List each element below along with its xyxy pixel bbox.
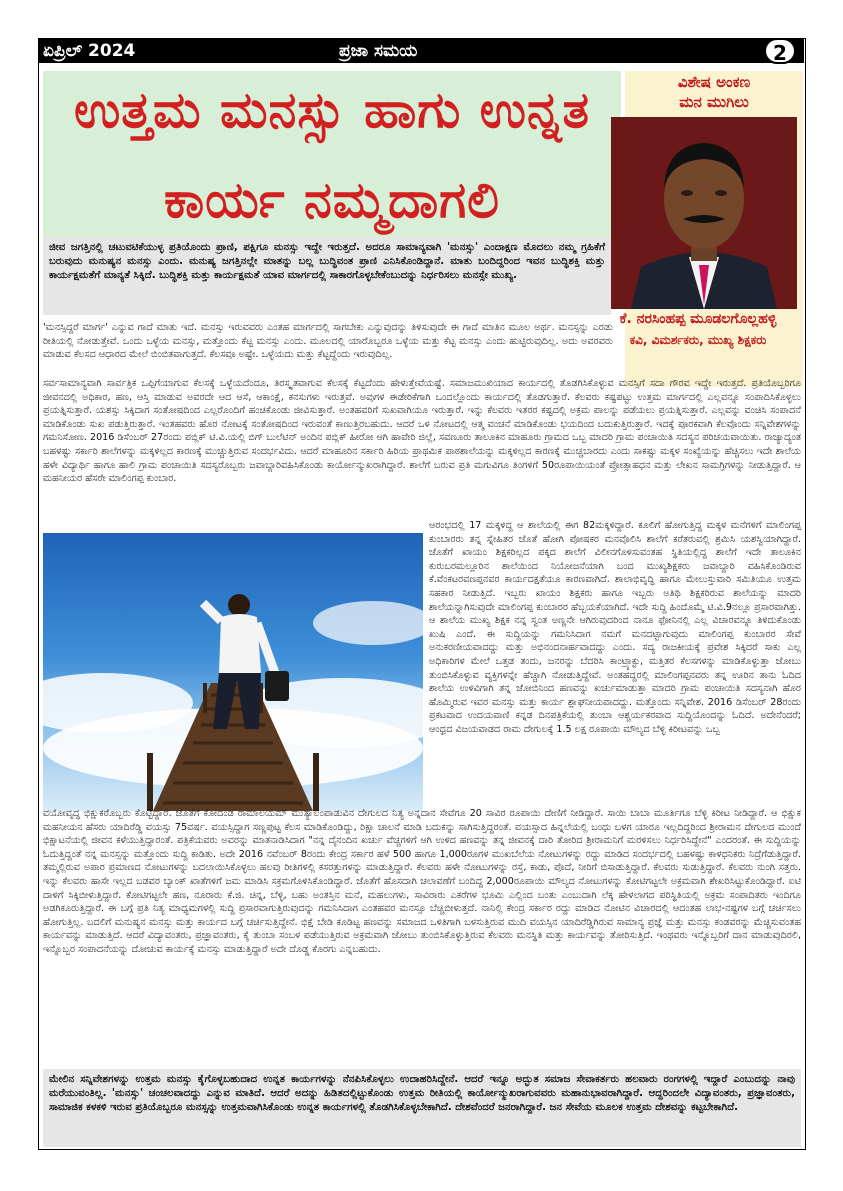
- author-photo: [611, 117, 797, 309]
- headline-box: [43, 71, 621, 263]
- man-walking-to-clouds-image: [43, 533, 423, 811]
- intro-box: ಜೀವ ಜಗತ್ತಿನಲ್ಲಿ ಚಟುವಟಿಕೆಯುಳ್ಳ ಪ್ರತಿಯೊಂದು ಪ್ರಾಣಿ, ಪಕ್ಷಿಗೂ ಮನಸ್ಸು ಇದ್ದೇ ಇರುತ್ತದೆ. ಅದರೂ ಸಾಮಾನ್ಯವಾಗಿ 'ಮನಸ್ಸು' ಎಂದಾಕ್ಷಣ ಮೊದಲು ನಮ್ಮ ಗ್ರಹಿಕೆಗೆ ಬರುವುದು ಮನುಷ್ಯನ ಮನಸ್ಸು ಎಂದು. ಮನುಷ್ಯ ಜಗತ್ತಿನಲ್ಲೇ ಮಾತನ್ನು ಬಲ್ಲ ಬುದ್ಧಿವಂತ ಪ್ರಾಣಿ ಎನಿಸಿಕೊಂಡಿದ್ದಾನೆ. ಮಾತು ಬಂದಿದ್ದರಿಂದ ಇವನ ಬುದ್ಧಿಶಕ್ತಿ ಮತ್ತು ಕಾರ್ಯಕ್ಷಮತೆಗೆ ಮಾನ್ಯತೆ ಸಿಕ್ಕಿದೆ. ಬುದ್ಧಿಶಕ್ತಿ ಮತ್ತು ಕಾರ್ಯಕ್ಷಮತೆ ಯಾವ ಮಾರ್ಗದಲ್ಲಿ ಸಾಕಾರಗೊಳ್ಳಬೇಕೆಂಬುದನ್ನು ನಿರ್ಧರಿಸಲು ಮನಸ್ಸೇ ಮುಖ್ಯ.: [43, 237, 611, 315]
- headline-line-2: ಕಾರ್ಯ ನಮ್ಮದಾಗಲಿ: [163, 171, 500, 229]
- author-name: ಕೆ. ನರಸಿಂಹಪ್ಪ ಮೂಡಲಗೊಲ್ಲಹಳ್ಳಿ: [619, 311, 777, 327]
- page-header: [39, 39, 804, 63]
- issue-date: ಏಪ್ರಿಲ್ 2024: [43, 41, 136, 61]
- special-column-title: ವಿಶೇಷ ಅಂಕಣ: [677, 73, 751, 91]
- author-role: ಕವಿ, ವಿಮರ್ಶಕರು, ಮುಖ್ಯ ಶಿಕ್ಷಕರು: [629, 333, 767, 347]
- author-portrait-image: [611, 117, 797, 309]
- newspaper-page: [38, 38, 806, 1150]
- article-illustration: [43, 533, 423, 811]
- special-column-subtitle: ಮನ ಮುಗಿಲು: [679, 93, 749, 111]
- article-paragraph-3: ವಯೋವೃದ್ಧ ಭಿಕ್ಷುಕರೊಬ್ಬರು ಕೊಟ್ಟಿದ್ದಾರೆ. ಜೊತೆಗೆ ಕೋದಂಡ ರಾಮಾಲಯಮ್ ಮುತ್ಯಾಲಂಪಾಡುವಿನ ದೇಗುಲದ ನಿತ್ಯ ಅನ್ನದಾನ ಸೇವೆಗೂ 20 ಸಾವಿರ ರೂಪಾಯಿ ದೇಣಿಗೆ ನೀಡಿದ್ದಾರೆ. ಸಾಯಿ ಬಾಬಾ ಮೂರ್ತಿಗೂ ಬೆಳ್ಳಿ ಕಿರೀಟ ನೀಡಿದ್ದಾರೆ. ಆ ಭಿಕ್ಷುಕ ಮಹನೀಯನ ಹೆಸರು ಯಾದಿರೆಡ್ಡಿ ವಯಸ್ಸು 75ವರ್ಷ. ವಯಸ್ಸಿದ್ದಾಗ ಸಣ್ಣಪುಟ್ಟ ಕೆಲಸ ಮಾಡಿಕೊಂಡಿದ್ದು, ರಿಕ್ಷಾ ಚಾಲನೆ ಮಾಡಿ ಬದುಕನ್ನು ಸಾಗಿಸುತ್ತಿದ್ದರಂತೆ. ವಯಸ್ಸಾದ ಹಿನ್ನಲೆಯಲ್ಲಿ ಬಂಧು ಬಳಗ ಯಾರೂ ಇಲ್ಲದಿದ್ದರಿಂದ ಶ್ರೀರಾಮನ ದೇಗುಲದ ಮುಂದೆ ಭಿಕ್ಷಾಟನೆಯಲ್ಲಿ ಜೀವನ ಕಳೆಯುತ್ತಿದ್ದಾರಂತೆ. ಪತ್ರಿಕೆಯವರು ಅವರನ್ನು ಮಾತನಾಡಿಸಿದಾಗ "ನನ್ನ ದೈನಂದಿನ ಖರ್ಚು ವೆಚ್ಚಗಳಿಗೆ ಆಗಿ ಉಳಿದ ಹಣವನ್ನು ತನ್ನ ಜೀವನಕ್ಕೆ ದಾರಿ ತೋರಿದ ಶ್ರೀರಾಮನಿಗೆ ಮರಳಿಸಲು ನಿರ್ಧರಿಸಿದ್ದೇನೆ" ಎಂದರಂತೆ. ಈ ಸುದ್ದಿಯನ್ನು ಓದುತ್ತಿದ್ದಂತೆ ನನ್ನ ಮನಸ್ಸನ್ನು ಮತ್ತೊಂದು ಸುದ್ದಿ ಕಾಡಿತು. ಅದೇ 2016 ನವೆಂಬರ್ 8ರಂದು ಕೇಂದ್ರ ಸರ್ಕಾರ ಹಳೆ 500 ಹಾಗೂ 1,000ರೂಗಳ ಮುಖಬೆಲೆಯ ನೋಟುಗಳನ್ನು ರದ್ದು ಮಾಡಿದ ಸಂದರ್ಭದಲ್ಲಿ ಬಹಳಷ್ಟು ಕಾಳಧನಿಕರು ನಿದ್ರೆಗೆಡುತ್ತಿದ್ದಾರೆ. ತಮ್ಮಲ್ಲಿರುವ ಅಪಾರ ಪ್ರಮಾಣದ ನೋಟುಗಳನ್ನು ಬದಲಾಯಿಸಿಕೊಳ್ಳಲು ಹಲವು ರೀತಿಗಳಲ್ಲಿ ಕಸರತ್ತುಗಳನ್ನು ಮಾಡುತ್ತಿದ್ದಾರೆ. ಕೆಲವರು ಹಳೇ ನೋಟುಗಳನ್ನು ರಸ್ತೆ, ಕಾಡು, ಪೊದೆ, ನೀರಿಗೆ ಬಿಸಾಡುತ್ತಿದ್ದಾರೆ. ಕೆಲವರು ಸುಡುತ್ತಿದ್ದಾರೆ. ಕೆಲವರು ನುಂಗಿ ಸತ್ತರು. ಇನ್ನು ಕೆಲವರು ಹಾಸೇ ಇಲ್ಲದ ಬಡವರ ಬ್ಯಾಂಕ್ ಖಾತೆಗಳಿಗೆ ಜಮ ಮಾಡಿಸಿ ಸಕ್ರಮಗೊಳಿಸಿಕೊಂಡಿದ್ದಾರೆ. ಜೊತೆಗೆ ಹೊಸದಾಗಿ ಚಲಾವಣೆಗೆ ಬಂದಿದ್ದ 2,000ರೂಪಾಯಿ ಮೌಲ್ಯದ ನೋಟುಗಳನ್ನು ಕೋಟಿಗಟ್ಟಲೇ ಅಕ್ರಮವಾಗಿ ಶೇಖರಿಸಿಟ್ಟುಕೊಂಡಿದ್ದಾರೆ. ಐಟಿ ದಾಳಿಗೆ ಸಿಕ್ಕಿಬೀಳುತ್ತಿದ್ದಾರೆ. ಕೋಟಿಗಟ್ಟಲೇ ಹಣ, ನೂರಾರು ಕೆ.ಜಿ. ಚಿನ್ನ, ಬೆಳ್ಳಿ, ಬಹು ಅಂತಸ್ತಿನ ಮನೆ, ಮಹಲುಗಳು, ಸಾವಿರಾರು ಎಕರೆಗಳ ಭೂಮಿ ಎಲ್ಲಿಂದ ಬಂತು ಎಂಬುದಾಗಿ ಲೆಕ್ಕ ಹೇಳಲಾಗದ ಪರಿಸ್ಥಿತಿಯಲ್ಲಿ ಅಕ್ರಮ ಸಂಪಾದಿತರು ಇಂದಿಗೂ ಅಡಗಿಕೂರುತ್ತಿದ್ದಾರೆ. ಈ ಬಗ್ಗೆ ಪ್ರತಿ ನಿತ್ಯ ಮಾಧ್ಯಮಗಳಲ್ಲಿ ಸುದ್ದಿ ಪ್ರಸಾರವಾಗುತ್ತಿರುವುದನ್ನು ಗಮನಿಸಿದಾಗ ಎಂತಹವರ ಮನಸ್ಸೂ ಬೆಚ್ಚಿಬೀಳುತ್ತದೆ. ನಾನಿಲ್ಲಿ ಕೇಂದ್ರ ಸರ್ಕಾರ ರದ್ದು ಮಾಡಿದ ನೋಟಿನ ವಿಚಾರದಲ್ಲಿ ಆದಂತಹ ಲಾಭ-ನಷ್ಟಗಳ ಬಗ್ಗೆ ಚರ್ಚಿಸಲು ಹೋಗುತ್ತಿಲ್ಲ. ಬದಲಿಗೆ ಮನುಷ್ಯನ ಮನಸ್ಸು ಮತ್ತು ಕಾರ್ಯದ ಬಗ್ಗೆ ಚರ್ಚಿಸುತ್ತಿದ್ದೇನೆ. ಭಿಕ್ಷೆ ಬೇಡಿ ಕೂಡಿಟ್ಟ ಹಣವನ್ನು ಸಮಾಜದ ಒಳಿತಿಗಾಗಿ ಬಳಸುತ್ತಿರುವ ಮುದಿ ವಯಸ್ಸಿನ ಯಾದಿರೆಡ್ಡಿಗಿರುವ ಸಾಮಾನ್ಯ ಪ್ರಜ್ಞೆ ಮತ್ತು ಮನಸ್ಸು ಕಂಡವರನ್ನು ಮೆಚ್ಚಿಸುವಂತಹ ಕಾರ್ಯವನ್ನು ಮಾಡುತ್ತಿದೆ. ಆದರೆ ವಿದ್ಯಾವಂತರು, ಪ್ರಜ್ಞಾವಂತರು, ಕೈ ತುಂಬಾ ಸಂಬಳ ಪಡೆಯುತ್ತಿರುವ ಅಕ್ರಮವಾಗಿ ಜೋಬು ತುಂಬಿಸಿಕೊಳ್ಳುತ್ತಿರುವ ಕೆಲವರು ಮನಸ್ಥಿತಿ ಮತ್ತು ಕಾರ್ಯವನ್ನು ತೋರಿಸುತ್ತಿದೆ. ಇಂಥವರು ಇನ್ನೊಬ್ಬರಿಗೆ ದಾನ ಮಾಡುವುದಿರಲಿ, ಇನ್ನೊಬ್ಬರ ಸಂಪಾದನೆಯನ್ನು ದೋಚುವ ಕಾರ್ಯಕ್ಕೆ ಮನಸ್ಸು ಮಾಡುತ್ತಿದ್ದಾರೆ ಅದೇ ದೊಡ್ಡ ಕೊರಗು ಎನ್ನಬಹುದು.: [43, 808, 801, 955]
- article-paragraph-1b: ಸರ್ವಸಾಮಾನ್ಯವಾಗಿ ಸಾರ್ವತ್ರಿಕ ಒಪ್ಪಿಗೆಯಾಗುವ ಕೆಲಸಕ್ಕೆ ಒಳ್ಳೆಯದೆಂದೂ, ತಿರಸ್ಕೃತವಾಗುವ ಕೆಲಸಕ್ಕೆ ಕೆಟ್ಟದೆಂದು ಹೇಳುತ್ತೇವೆಯಷ್ಟೆ. ಸಮಾಜಮುಖಿಯಾದ ಕಾರ್ಯದಲ್ಲಿ ತೊಡಗಿಸಿಕೊಳ್ಳುವ ಮನಸ್ಸಿಗೆ ಸದಾ ಗೌರವ ಇದ್ದೇ ಇರುತ್ತದೆ. ಪ್ರತಿಯೊಬ್ಬರಿಗೂ ಜೀವನದಲ್ಲಿ ಅಧಿಕಾರ, ಹಣ, ಆಸ್ತಿ ಮಾಡುವ ಅವರದೇ ಆದ ಆಸೆ, ಆಕಾಂಕ್ಷೆ, ಕನಸುಗಳು ಇರುತ್ತವೆ. ಅವುಗಳ ಈಡೇರಿಕೆಗಾಗಿ ಒಂದಲ್ಲೊಂದು ಕಾರ್ಯದಲ್ಲಿ ತೊಡಗುತ್ತಾರೆ. ಕೆಲವರು ಕಷ್ಟಪಟ್ಟು ಉತ್ತಮ ಮಾರ್ಗದಲ್ಲಿ ಎಲ್ಲವನ್ನೂ ಸಂಪಾದಿಸಿಕೊಳ್ಳಲು ಪ್ರಯತ್ನಿಸುತ್ತಾರೆ. ಯಶಸ್ಸು ಸಿಕ್ಕಿದಾಗ ಸಂತೋಷದಿಂದ ಎಲ್ಲರೊಂದಿಗೆ ಹಂಚಿಕೊಂಡು ಜೀವಿಸುತ್ತಾರೆ. ಅಂತಹವರಿಗೆ ಸುಖವಾಗಿಯೂ ಇರುತ್ತಾರೆ. ಇನ್ನು ಕೆಲವರು ಇತರರ ಕಷ್ಟದಲ್ಲಿ ಅಕ್ರಮ ಪಾಲನ್ನು ಪಡೆಯಲು ಪ್ರಯತ್ನಿಸುತ್ತಾರೆ. ಎಲ್ಲವನ್ನು ವಂಚಿಸಿ ಸಂಪಾದನೆ ಮಾಡಿಕೊಂಡು ಸುಖ ಪಡುತ್ತಿರುತ್ತಾರೆ. ಇಂತಹವರು ಹೊರ ನೋಟಕ್ಕೆ ಸಂತೋಷದಿಂದ ಇರುವಂತೆ ಕಾಣುತ್ತಿರಬಹುದು. ಆದರೆ ಒಳ ನೋಟದಲ್ಲಿ ಆತ್ಮ ವಂಚನೆ ಮಾಡಿಕೊಂಡು ಭಯದಿಂದ ಬದುಕುತ್ತಿರುತ್ತಾರೆ. ಇದಕ್ಕೆ ಪೂರಕವಾಗಿ ಕೆಲವೊಂದು ಸನ್ನಿವೇಶಗಳನ್ನು ಗಮನಿಸೋಣ. 2016 ಡಿಸೆಂಬರ್ 27ರಂದು ಪಬ್ಲಿಕ್ ಟಿ.ವಿ.ಯಲ್ಲಿ ಬಿಗ್ ಬುಲೆಟಿನ್ ಅಂದಿನ ಪಬ್ಲಿಕ್ ಹೀರೋ ಆಗಿ ಹಾವೇರಿ ಜಿಲ್ಲೆ, ಸವಣೂರು ತಾಲೂಕಿನ ಮಾಹೂರು ಗ್ರಾಮದ ಒಬ್ಬ ಮಾದರಿ ಗ್ರಾಮ ಪಂಚಾಯಿತಿ ಸದಸ್ಯನ ಪರಿಚಯವಾಯಿತು. ರಾಜ್ಯಾದ್ಯಂತ ಬಹಳಷ್ಟು ಸರ್ಕಾರಿ ಶಾಲೆಗಳನ್ನು ಮಕ್ಕಳಿಲ್ಲದ ಕಾರಣಕ್ಕೆ ಮುಚ್ಚುತ್ತಿರುವ ಸಂದರ್ಭವಿದು. ಆದರೆ ಮಾಹೂರಿನ ಸರ್ಕಾರಿ ಹಿರಿಯ ಪ್ರಾಥಮಿಕ ಪಾಠಶಾಲೆಯನ್ನು ಮಕ್ಕಳಿಲ್ಲದ ಕಾರಣಕ್ಕೆ ಮುಚ್ಚಬಾರದು ಎಂದು ಸಾಕಷ್ಟು ಮಕ್ಕಳ ಸಂಖ್ಯೆಯನ್ನು ಹೆಚ್ಚಿಸಲು ಇದೇ ಶಾಲೆಯ ಹಳೇ ವಿದ್ಯಾರ್ಥಿ ಹಾಗೂ ಹಾಲಿ ಗ್ರಾಮ ಪಂಚಾಯಿತಿ ಸದಸ್ಯರೊಬ್ಬರು ಜವಾಬ್ದಾರಿವಹಿಸಿಕೊಂಡು ಕಾರ್ಯೋನ್ಮುಖರಾಗಿದ್ದಾರೆ. ಶಾಲೆಗೆ ಬರುವ ಪ್ರತಿ ಮಗುವಿಗೂ ತಿಂಗಳಿಗೆ 50ರೂಪಾಯಿಯಂತೆ ಪ್ರೋತ್ಸಾಹಧನ ಮತ್ತು ಲೇಖನ ಸಾಮಗ್ರಿಗಳನ್ನು ನೀಡುತ್ತಿದ್ದಾರೆ. ಆ ಮಹನೀಯರ ಹೆಸರೇ ಮಾಲಿಂಗಪ್ಪ ಕುಂಬಾರ.: [43, 378, 801, 485]
- article-paragraph-1a: 'ಮನಸ್ಸಿದ್ದರೆ ಮಾರ್ಗ' ಎನ್ನುವ ಗಾದೆ ಮಾತು ಇದೆ. ಮನಸ್ಸು ಇರುವವರು ಎಂತಹ ಮಾರ್ಗದಲ್ಲಿ ಸಾಗಬೇಕು ಎನ್ನುವುದನ್ನು ತಿಳಿಸುವುದೇ ಈ ಗಾದೆ ಮಾತಿನ ಮೂಲ ಅರ್ಥ. ಮನಸ್ಸನ್ನು ಎರಡು ರೀತಿಯಲ್ಲಿ ನೋಡುತ್ತೇವೆ. ಒಂದು ಒಳ್ಳೆಯ ಮನಸ್ಸು, ಮತ್ತೊಂದು ಕೆಟ್ಟ ಮನಸ್ಸು ಎಂದು. ಮೂಲದಲ್ಲಿ ಯಾರೊಬ್ಬರೂ ಒಳ್ಳೆಯ ಮತ್ತು ಕೆಟ್ಟ ಮನಸ್ಸು ಎಂದು ಹುಟ್ಟಿರುವುದಿಲ್ಲ. ಅದು ಅವರವರು ಮಾಡುವ ಕೆಲಸದ ಆಧಾರದ ಮೇಲೆ ಬಿಂಬಿತವಾಗುತ್ತದೆ. ಕೆಲಸವೂ ಅಷ್ಟೇ. ಒಳ್ಳೆಯದು ಮತ್ತು ಕೆಟ್ಟದ್ದೆಂದು ಇರುವುದಿಲ್ಲ.: [43, 322, 613, 361]
- newspaper-name: ಪ್ರಜಾ ಸಮಯ: [339, 41, 418, 61]
- headline-line-1: ಉತ್ತಮ ಮನಸ್ಸು ಹಾಗು ಉನ್ನತ: [73, 81, 591, 139]
- conclusion-box: ಮೇಲಿನ ಸನ್ನಿವೇಶಗಳನ್ನು ಉತ್ತಮ ಮನಸ್ಸು ಕೈಗೊಳ್ಳಬಹುದಾದ ಉನ್ನತ ಕಾರ್ಯಗಳನ್ನು ನೆನಪಿಸಿಕೊಳ್ಳಲು ಉದಾಹರಿಸಿದ್ದೇನೆ. ಆದರೆ ಇನ್ನೂ ಅದ್ಭುತ ಸಮಾಜ ಸೇವಾಕರ್ತರು ಹಲವಾರು ರಂಗಗಳಲ್ಲಿ ಇದ್ದಾರೆ ಎಂಬುದನ್ನು ನಾವು ಮರೆಯುವಂತಿಲ್ಲ. 'ಮನಸ್ಸು' ಚಂಚಲವಾದದ್ದು ಎನ್ನುವ ಮಾತಿದೆ. ಆದರೆ ಅದನ್ನು ಹಿಡಿತದಲ್ಲಿಟ್ಟುಕೊಂಡು ಉತ್ತಮ ರೀತಿಯಲ್ಲಿ ಕಾರ್ಯೋನ್ಮುಖರಾಗುವವರು ಮಹಾನುಭಾವರಾಗಿದ್ದಾರೆ. ಆದ್ದರಿಂದಲೇ ವಿದ್ಯಾವಂತರು, ಪ್ರಜ್ಞಾವಂತರು, ಸಾಮಾಜಿಕ ಕಳಕಳಿ ಇರುವ ಪ್ರತಿಯೊಬ್ಬರೂ ಮನಸ್ಸನ್ನು ಉತ್ತಮವಾಗಿಸಿಕೊಂಡು ಉನ್ನತ ಕಾರ್ಯಗಳಲ್ಲಿ ತೊಡಗಿಸಿಕೊಳ್ಳಬೇಕಾಗಿದೆ. ದೇಶವೆಂದರೆ ಜನರಾಗಿದ್ದಾರೆ. ಜನ ಸೇವೆಯ ಮೂಲಕ ಉತ್ತಮ ದೇಶವನ್ನು ಕಟ್ಟಬೇಕಾಗಿದೆ.: [43, 1069, 801, 1147]
- page-number: 2: [764, 38, 796, 64]
- article-paragraph-2: ಆರಂಭದಲ್ಲಿ 17 ಮಕ್ಕಳಿದ್ದ ಆ ಶಾಲೆಯಲ್ಲಿ ಈಗ 82ಮಕ್ಕಳಿದ್ದಾರೆ. ಕೂಲಿಗೆ ಹೋಗುತ್ತಿದ್ದ ಮಕ್ಕಳ ಮನೆಗಳಿಗೆ ಮಾಲಿಂಗಪ್ಪ ಕುಂಬಾರರು ತನ್ನ ಸ್ನೇಹಿತರ ಜೊತೆ ಹೋಗಿ ಪೋಷಕರ ಮನವೊಲಿಸಿ ಶಾಲೆಗೆ ಕರೆತರುವಲ್ಲಿ ಶ್ರಮಿಸಿ ಯಶಸ್ವಿಯಾಗಿದ್ದಾರೆ. ಜೊತೆಗೆ ಖಾಯಂ ಶಿಕ್ಷಕರಿಲ್ಲದ ಪಕ್ಕದ ಶಾಲೆಗೆ ವಿಲೀನಗೊಳಿಸುವಂತಹ ಸ್ಥಿತಿಯಲ್ಲಿದ್ದ ಶಾಲೆಗೆ ಇದೇ ತಾಲೂಕಿನ ಕುರುಬರಮಲ್ಲೂರಿನ ಶಾಲೆಯಿಂದ ನಿಯೋಜನೆಯಾಗಿ ಬಂದ ಮುಖ್ಯಶಿಕ್ಷಕರು ಜವಾಬ್ದಾರಿ ವಹಿಸಿಕೊಂಡಿರುವ ಕೆ.ವೆಂಕಟರವಣಪ್ಪನವರ ಕಾರ್ಯದಕ್ಷತೆಯೂ ಕಾರಣವಾಗಿದೆ. ಶಾಲಾಭಿವೃದ್ಧಿ ಹಾಗೂ ಮೇಲುಸ್ತುವಾರಿ ಸಮಿತಿಯೂ ಉತ್ತಮ ಸಹಕಾರ ನೀಡುತ್ತಿದೆ. ಇಬ್ಬರು ಖಾಯಂ ಶಿಕ್ಷಕರು ಹಾಗೂ ಇಬ್ಬರು ಅತಿಥಿ ಶಿಕ್ಷಕರಿರುವ ಶಾಲೆಯನ್ನು ಮಾದರಿ ಶಾಲೆಯನ್ನಾಗಿಸುವುದೇ ಮಾಲಿಂಗಪ್ಪ ಕುಂಬಾರರ ಹೆಬ್ಬಯಕೆಯಾಗಿದೆ. ಇದೇ ಸುದ್ದಿ ಹಿಂದೊಮ್ಮೆ ಟಿ.ವಿ.9ನಲ್ಲೂ ಪ್ರಸಾರವಾಗಿತ್ತು. ಆ ಶಾಲೆಯ ಮುಖ್ಯ ಶಿಕ್ಷಕ ನನ್ನ ಸ್ವಂತ ಅಣ್ಣನೇ ಆಗಿರುವುದರಿಂದ ನಾನೂ ಫೋನಿನಲ್ಲಿ ಎಲ್ಲ ವಿಚಾರವನ್ನೂ ತಿಳಿದುಕೊಂಡು ಖುಷಿ ಎಂದೆ. ಈ ಸುದ್ದಿಯನ್ನು ಗಮನಿಸಿದಾಗ ನಮಗೆ ಮನದಟ್ಟಾಗುವುದು ಮಾಲಿಂಗಪ್ಪ ಕುಂಬಾರರ ಸೇವೆ ಅನುಕರಣೀಯವಾದದ್ದು ಮತ್ತು ಅಭಿನಂದನಾರ್ಹವಾದದ್ದು ಎಂದು. ಸದ್ಯ ರಾಜಕೀಯಕ್ಕೆ ಪ್ರವೇಶ ಸಿಕ್ಕಿದರೆ ಸಾಕು ಎಲ್ಲ ಅಧಿಕಾರಿಗಳ ಮೇಲೆ ಒತ್ತಡ ತಂದು, ಜನರನ್ನು ಬೆದರಿಸಿ ಕಾಂಟ್ರ್ಯಾಕ್ಟು, ಮತ್ತಿತರ ಕೆಲಸಗಳನ್ನು ಮಾಡಿಕೊಳ್ಳುತ್ತಾ ಜೋಬು ತುಂಬಿಸಿಕೊಳ್ಳುವ ವ್ಯಕ್ತಿಗಳನ್ನೇ ಹೆಚ್ಚಾಗಿ ನೋಡುತ್ತಿದ್ದೇವೆ. ಅಂತಹದ್ದರಲ್ಲಿ ಮಾಲಿಂಗಪ್ಪನವರು ತನ್ನ ಊರಿನ ತಾನು ಓದಿದ ಶಾಲೆಯ ಉಳಿವಿಗಾಗಿ ತನ್ನ ಜೋಬಿನಿಂದ ಹಣವನ್ನು ಖರ್ಚುಮಾಡುತ್ತಾ ಮಾದರಿ ಗ್ರಾಮ ಪಂಚಾಯಿತಿ ಸದಸ್ಯನಾಗಿ ಹೊರ ಹೊಮ್ಮಿರುವ ಇವರ ಮನಸ್ಸು ಮತ್ತು ಕಾರ್ಯ ಶ್ಲಾಘನೀಯವಾದದ್ದು. ಮತ್ತೊಂದು ಸನ್ನಿವೇಶ. 2016 ಡಿಸೆಂಬರ್ 28ರಂದು ಪ್ರಕಟವಾದ ಉದಯವಾಣಿ ಕನ್ನಡ ದಿನಪತ್ರಿಕೆಯಲ್ಲಿ ತುಂಬಾ ಆಶ್ಚರ್ಯಕರವಾದ ಸುದ್ದಿಯೊಂದನ್ನು ಓದಿದೆ. ಅದೇನೆಂದರೆ; ಆಂಧ್ರದ ವಿಜಯವಾಡದ ರಾಮ ದೇಗುಲಕ್ಕೆ 1.5 ಲಕ್ಷ ರೂಪಾಯಿ ಮೌಲ್ಯದ ಬೆಳ್ಳಿ ಕಿರೀಟವನ್ನು ಒಬ್ಬ: [429, 520, 801, 735]
